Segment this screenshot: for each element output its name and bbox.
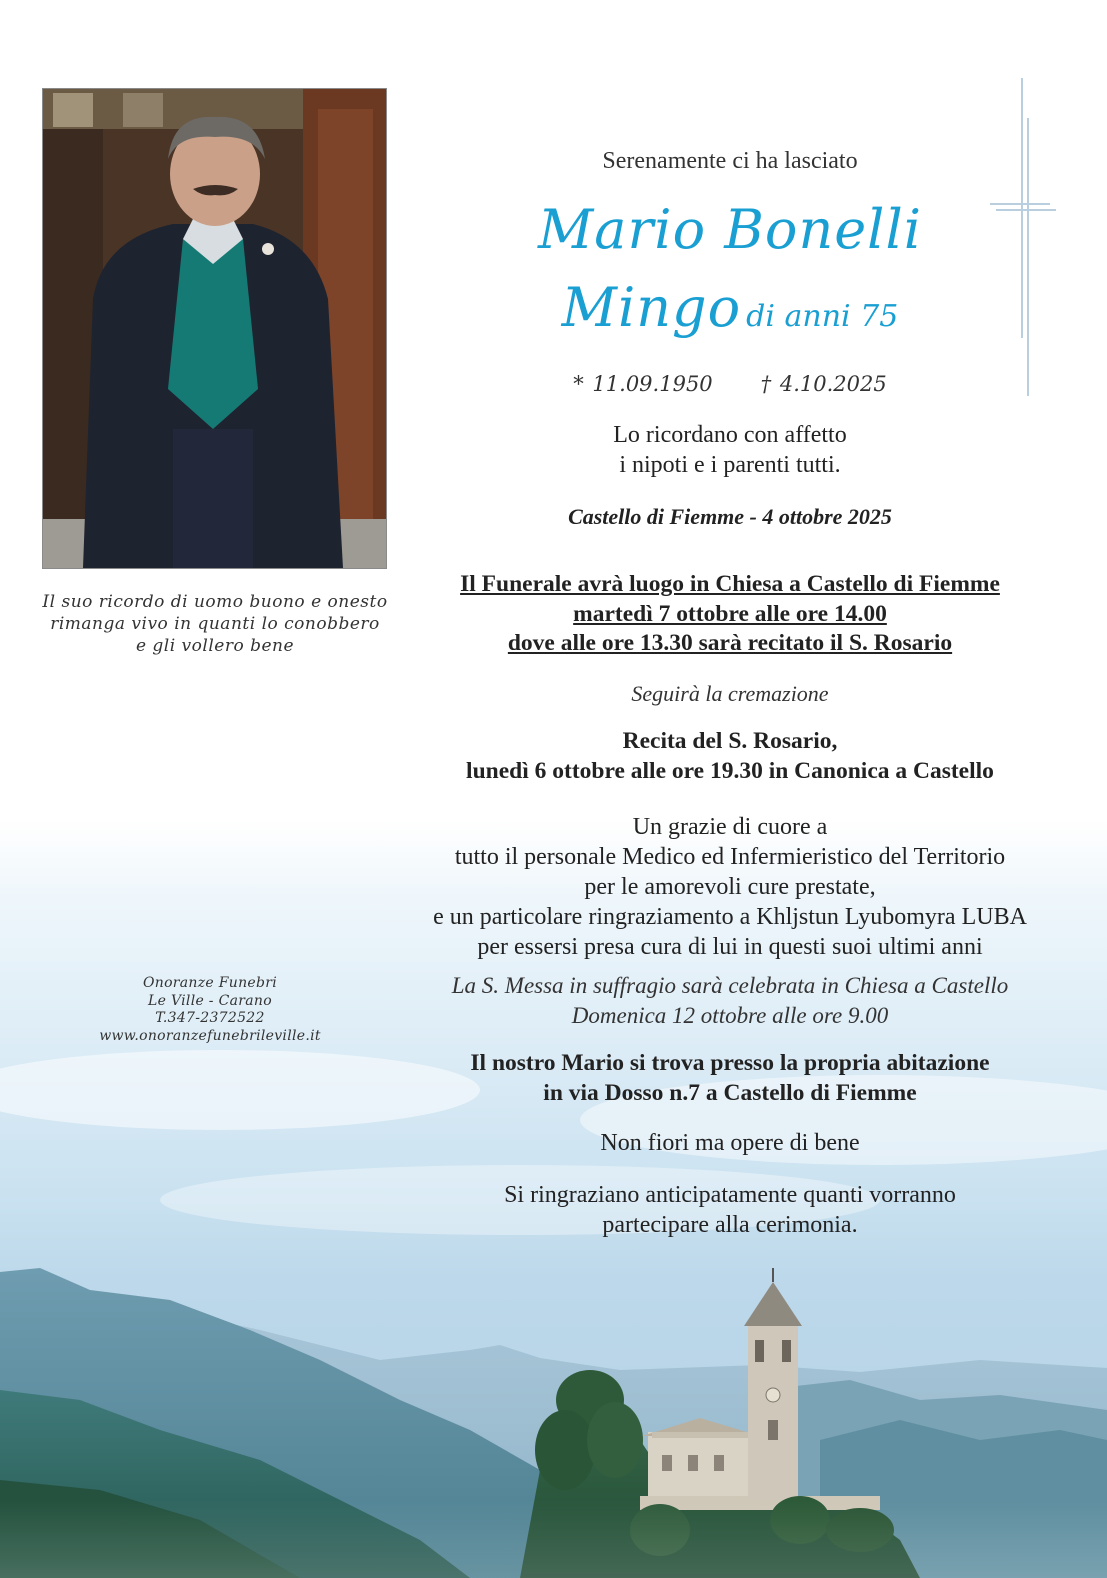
remember-line: Lo ricordano con affetto [613,422,847,448]
final-line: Si ringraziano anticipatamente quanti vorranno [504,1182,956,1208]
funeral-home-phone: T.347-2372522 [155,1010,265,1026]
death-date: † 4.10.2025 [760,372,887,396]
funeral-line: martedì 7 ottobre alle ore 14.00 [573,600,887,627]
place-date: Castello di Fiemme - 4 ottobre 2025 [568,504,892,529]
funeral-line: dove alle ore 13.30 sarà recitato il S. Rosario [507,630,953,656]
birth-date: * 11.09.1950 [573,372,713,396]
intro-text: Serenamente ci ha lasciato [602,148,858,174]
portrait-illustration [43,89,386,568]
funeral-home-info [60,975,360,1045]
deceased-nickname: Mingo [561,276,742,339]
rosary-line: Recita del S. Rosario, [622,728,838,754]
thanks-line: e un particolare ringraziamento a Khljstun Lyubomyra LUBA [433,904,1027,930]
rosary-announcement [380,726,1080,786]
thanks-message [380,812,1080,962]
final-line: partecipare alla cerimonia. [602,1212,858,1238]
thanks-line: Un grazie di cuore a [632,814,828,840]
cremation-note: Seguirà la cremazione [631,681,829,706]
thanks-line: per le amorevoli cure prestate, [584,874,876,900]
life-dates [380,372,1080,396]
deceased-photo [42,88,387,569]
funeral-home-website: www.onoranzefunebrileville.it [99,1027,321,1044]
mass-line: La S. Messa in suffragio sarà celebrata in Chiesa a Castello [451,973,1009,998]
mass-announcement [380,971,1080,1031]
funeral-home-location: Le Ville - Carano [148,992,272,1009]
funeral-home-name: Onoranze Funebri [142,975,278,991]
nickname-age [380,276,1080,339]
mass-line: Domenica 12 ottobre alle ore 9.00 [571,1003,889,1028]
caption-line: rimanga vivo in quanti lo conobbero [50,614,380,634]
final-thanks [380,1180,1080,1240]
thanks-line: tutto il personale Medico ed Infermieristico del Territorio [454,844,1006,870]
home-line: Il nostro Mario si trova presso la propria abitazione [470,1050,990,1076]
caption-line: Il suo ricordo di uomo buono e onesto [42,592,388,612]
remembered-by [380,420,1080,480]
no-flowers-note: Non fiori ma opere di bene [600,1130,860,1156]
thanks-line: per essersi presa cura di lui in questi suoi ultimi anni [477,934,983,960]
deceased-age: di anni 75 [746,299,899,334]
deceased-name: Mario Bonelli [538,198,922,261]
home-line: in via Dosso n.7 a Castello di Fiemme [543,1080,917,1106]
remember-line: i nipoti e i parenti tutti. [619,452,841,478]
memorial-caption [30,591,400,657]
caption-line: e gli vollero bene [135,636,295,656]
viewing-location [380,1048,1080,1108]
funeral-line: Il Funerale avrà luogo in Chiesa a Castello di Fiemme [460,571,1000,597]
rosary-line: lunedì 6 ottobre alle ore 19.30 in Canonica a Castello [466,758,994,784]
funeral-announcement [380,570,1080,659]
